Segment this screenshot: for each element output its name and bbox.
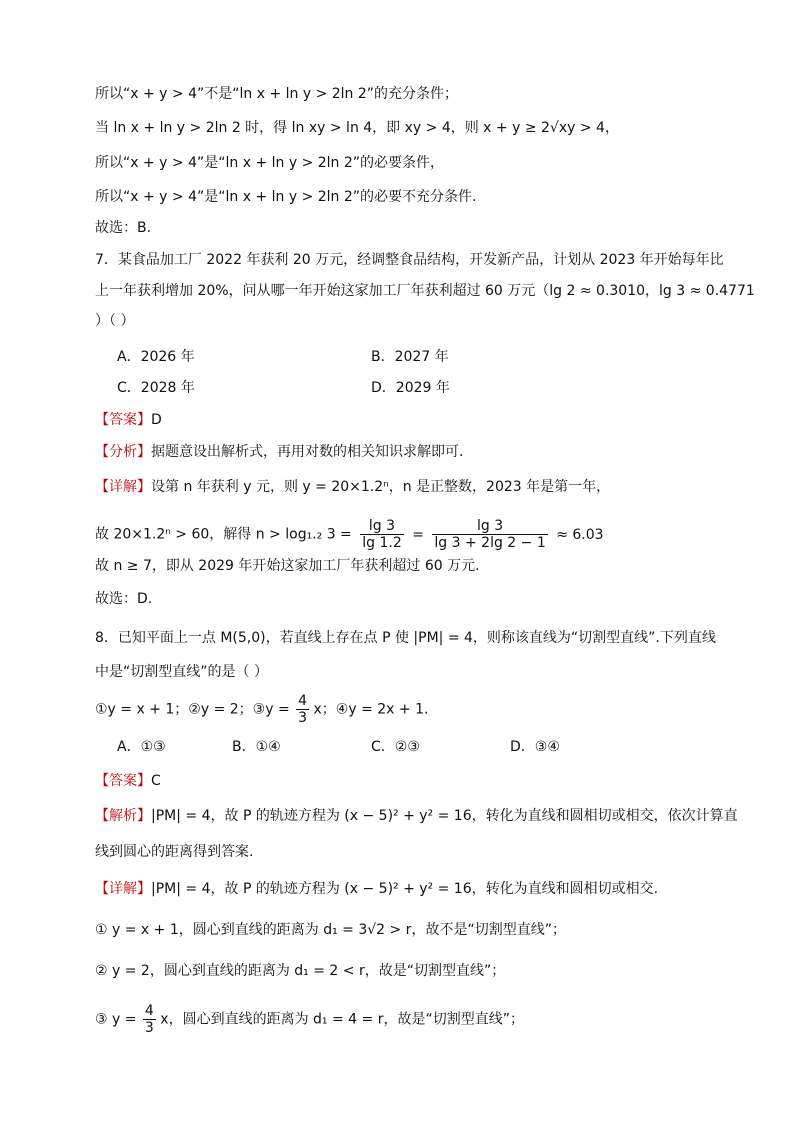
choice-line: 故选：D. bbox=[95, 591, 153, 607]
detail-label: 【详解】 bbox=[95, 881, 151, 897]
fraction: $\frac{\lg 3}{\lg 1.2}$ bbox=[362, 518, 402, 551]
fraction: $\frac{4}{3}$ bbox=[144, 1003, 154, 1036]
solution-line: 故 n ≥ 7，即从 2029 年开始这家加工厂年获利超过 60 万元. bbox=[95, 558, 480, 574]
question-7-text: 7．某食品加工厂 2022 年获利 20 万元，经调整食品结构，开发新产品，计划从 2023 年开始每年比 bbox=[95, 252, 724, 268]
question-8-text: 中是“切割型直线”的是（ ） bbox=[95, 664, 268, 680]
solution-line: 所以“x + y > 4”是“ln x + ln y > 2ln 2”的必要不充分条件. bbox=[95, 189, 477, 205]
answer-label: 【答案】 bbox=[95, 773, 151, 789]
fraction: $\frac{\lg 3}{\lg 3 + 2\lg 2 - 1}$ bbox=[434, 518, 546, 551]
answer-7 bbox=[95, 410, 715, 430]
solution-line: 当 ln x + ln y > 2ln 2 时，得 ln xy > ln 4，即 xy > 4，则 x + y ≥ 2√xy > 4， bbox=[95, 120, 619, 136]
detail-8-item: ① y = x + 1，圆心到直线的距离为 d₁ = 3√2 > r，故不是“切割型直线”； bbox=[95, 922, 566, 938]
jiexi-8 bbox=[95, 806, 738, 826]
q7-option-a: A．2026 年 bbox=[117, 349, 195, 365]
answer-8 bbox=[95, 771, 715, 791]
q8-option-a: A．①③ bbox=[117, 739, 166, 755]
question-7-text: 上一年获利增加 20%，问从哪一年开始这家加工厂年获利超过 60 万元（lg 2 ≈ 0.3010，lg 3 ≈ 0.4771 bbox=[95, 283, 755, 299]
solution-line: 所以“x + y > 4”是“ln x + ln y > 2ln 2”的必要条件， bbox=[95, 155, 445, 171]
analysis-7 bbox=[95, 442, 715, 462]
jiexi-text: |PM| = 4，故 P 的轨迹方程为 (x − 5)² + y² = 16，转化为直线和圆相切或相交，依次计算直 bbox=[151, 808, 738, 824]
detail-label: 【详解】 bbox=[95, 479, 151, 495]
detail-7 bbox=[95, 477, 715, 497]
q8-option-c: C．②③ bbox=[371, 739, 420, 755]
question-8-text: 8．已知平面上一点 M(5,0)，若直线上存在点 P 使 |PM| = 4，则称该直线为“切割型直线”.下列直线 bbox=[95, 630, 716, 646]
detail-8 bbox=[95, 879, 715, 899]
answer-value: D bbox=[151, 412, 162, 428]
answer-label: 【答案】 bbox=[95, 412, 151, 428]
choice-line: 故选：B. bbox=[95, 220, 152, 236]
question-7-text: ）（ ） bbox=[95, 313, 135, 329]
solution-line: 所以“x + y > 4”不是“ln x + ln y > 2ln 2”的充分条件； bbox=[95, 86, 459, 102]
analysis-text: 据题意设出解析式，再用对数的相关知识求解即可. bbox=[151, 444, 464, 460]
jiexi-label: 【解析】 bbox=[95, 808, 151, 824]
q7-option-b: B．2027 年 bbox=[371, 349, 449, 365]
q8-option-b: B．①④ bbox=[232, 739, 281, 755]
q8-option-d: D．③④ bbox=[510, 739, 560, 755]
analysis-label: 【分析】 bbox=[95, 444, 151, 460]
detail-text: 设第 n 年获利 y 元，则 y = 20×1.2ⁿ，n 是正整数，2023 年是第一年， bbox=[151, 479, 611, 495]
detail-7-line2: 故 20×1.2ⁿ > 60，解得 n > log₁.₂ 3 = $\frac{\lg 3}{\lg 1.2}$ = $\frac{\lg 3}{\lg 3 + 2\lg 2 - 1}$ ≈ 6.03 bbox=[95, 518, 604, 551]
detail-8-item: ② y = 2，圆心到直线的距离为 d₁ = 2 < r，故是“切割型直线”； bbox=[95, 963, 506, 979]
jiexi-8-line2: 线到圆心的距离得到答案. bbox=[95, 844, 254, 860]
fraction: $\frac{4}{3}$ bbox=[298, 693, 308, 726]
detail-8-item: ③ y = $\frac{4}{3}$ x，圆心到直线的距离为 d₁ = 4 = r，故是“切割型直线”； bbox=[95, 1003, 524, 1036]
q7-option-d: D．2029 年 bbox=[371, 380, 450, 396]
question-8-items: ①y = x + 1；②y = 2；③y = $\frac{4}{3}$ x；④y = 2x + 1. bbox=[95, 693, 429, 726]
detail-text: |PM| = 4，故 P 的轨迹方程为 (x − 5)² + y² = 16，转化为直线和圆相切或相交. bbox=[151, 881, 659, 897]
answer-value: C bbox=[151, 773, 161, 789]
q7-option-c: C．2028 年 bbox=[117, 380, 195, 396]
